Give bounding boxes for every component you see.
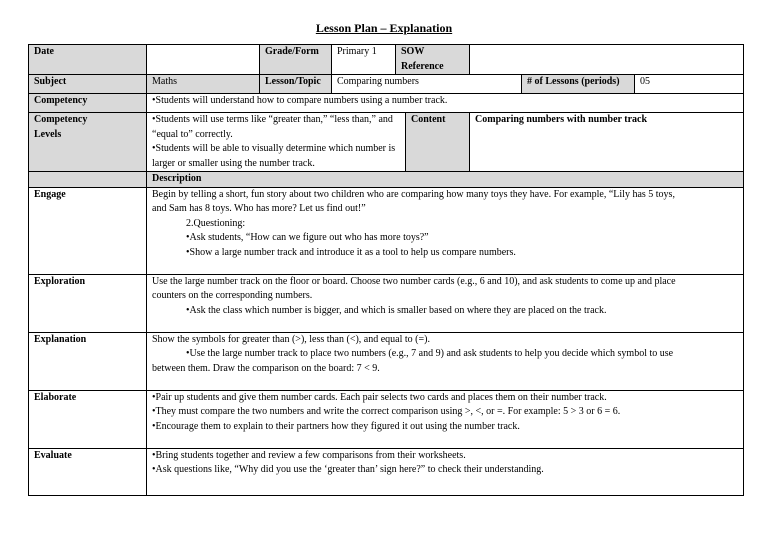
competency-levels-row [29,113,744,172]
content-label: Content [406,113,470,172]
competency-levels-text [147,113,406,172]
sow-value [470,45,744,75]
elaborate-row [29,390,744,448]
evaluate-label: Evaluate [29,448,147,495]
subject-label: Subject [29,75,147,94]
sow-label: SOW Reference [396,45,470,75]
topic-label: Lesson/Topic [260,75,332,94]
text-line: and Sam has 8 toys. Who has more? Let us find out!” [152,203,366,214]
subject-row [29,75,744,94]
competency-text: •Students will understand how to compare numbers using a number track. [147,94,744,113]
text-line: •Ask the class which number is bigger, and which is smaller based on where they are placed on the track. [186,304,607,316]
text-line: Show the symbols for greater than (>), less than (<), and equal to (=). [152,333,430,345]
text-line: •Use the large number track to place two numbers (e.g., 7 and 9) and ask students to help you decide which symbol to use [186,348,674,359]
text-line: •Encourage them to explain to their partners how they figured it out using the number track. [152,420,520,432]
subject-value: Maths [147,75,260,94]
explanation-text [147,332,744,390]
lessons-label: # of Lessons (periods) [522,75,635,94]
text-line: •Ask students, “How can we figure out who has more toys?” [186,232,429,243]
text-line: •Ask questions like, “Why did you use the ‘greater than’ sign here?” to check their understanding. [152,464,544,475]
content-value: Comparing numbers with number track [470,113,744,172]
evaluate-text [147,448,744,495]
text-line: Begin by telling a short, fun story about two children who are comparing how many toys they have. For example, “Lily has 5 toys, [152,188,675,200]
evaluate-row [29,448,744,495]
text-line: •Students will be able to visually determine which number is [152,143,396,154]
exploration-text [147,274,744,332]
competency-levels-label-line: Competency [34,114,88,125]
text-line: Use the large number track on the floor or board. Choose two number cards (e.g., 6 and 10), and ask students to come up and place [152,275,676,287]
competency-levels-label-line: Levels [34,128,62,140]
engage-text [147,187,744,274]
text-line: •Students will use terms like “greater than,” “less than,” and [152,114,393,125]
elaborate-text [147,390,744,448]
text-line: •Bring students together and review a few comparisons from their worksheets. [152,449,466,461]
date-row [29,45,744,75]
exploration-label: Exploration [29,274,147,332]
text-line: between them. Draw the comparison on the board: 7 < 9. [152,362,380,374]
text-line: larger or smaller using the number track. [152,157,315,169]
topic-value: Comparing numbers [332,75,522,94]
text-line: •Pair up students and give them number cards. Each pair selects two cards and places them on their number track. [152,391,607,403]
page-title: Lesson Plan – Explanation [315,21,453,35]
competency-row [29,94,744,113]
text-line: counters on the corresponding numbers. [152,290,313,301]
lesson-plan-table [28,44,744,496]
text-line: •They must compare the two numbers and write the correct comparison using >, <, or =. For example: 5 > 3 or 6 = 6. [152,406,621,417]
elaborate-label: Elaborate [29,390,147,448]
description-label: Description [147,172,744,188]
competency-label: Competency [29,94,147,113]
engage-label: Engage [29,187,147,274]
grade-label: Grade/Form [260,45,332,75]
description-row [29,172,744,188]
text-line: “equal to” correctly. [152,128,233,140]
date-label: Date [29,45,147,75]
text-line: •Show a large number track and introduce it as a tool to help us compare numbers. [186,246,516,258]
lessons-value: 05 [635,75,744,94]
grade-value: Primary 1 [332,45,396,75]
competency-levels-label [29,113,147,172]
explanation-row [29,332,744,390]
date-value [147,45,260,75]
exploration-row [29,274,744,332]
text-line: 2.Questioning: [186,217,246,229]
engage-row [29,187,744,274]
explanation-label: Explanation [29,332,147,390]
